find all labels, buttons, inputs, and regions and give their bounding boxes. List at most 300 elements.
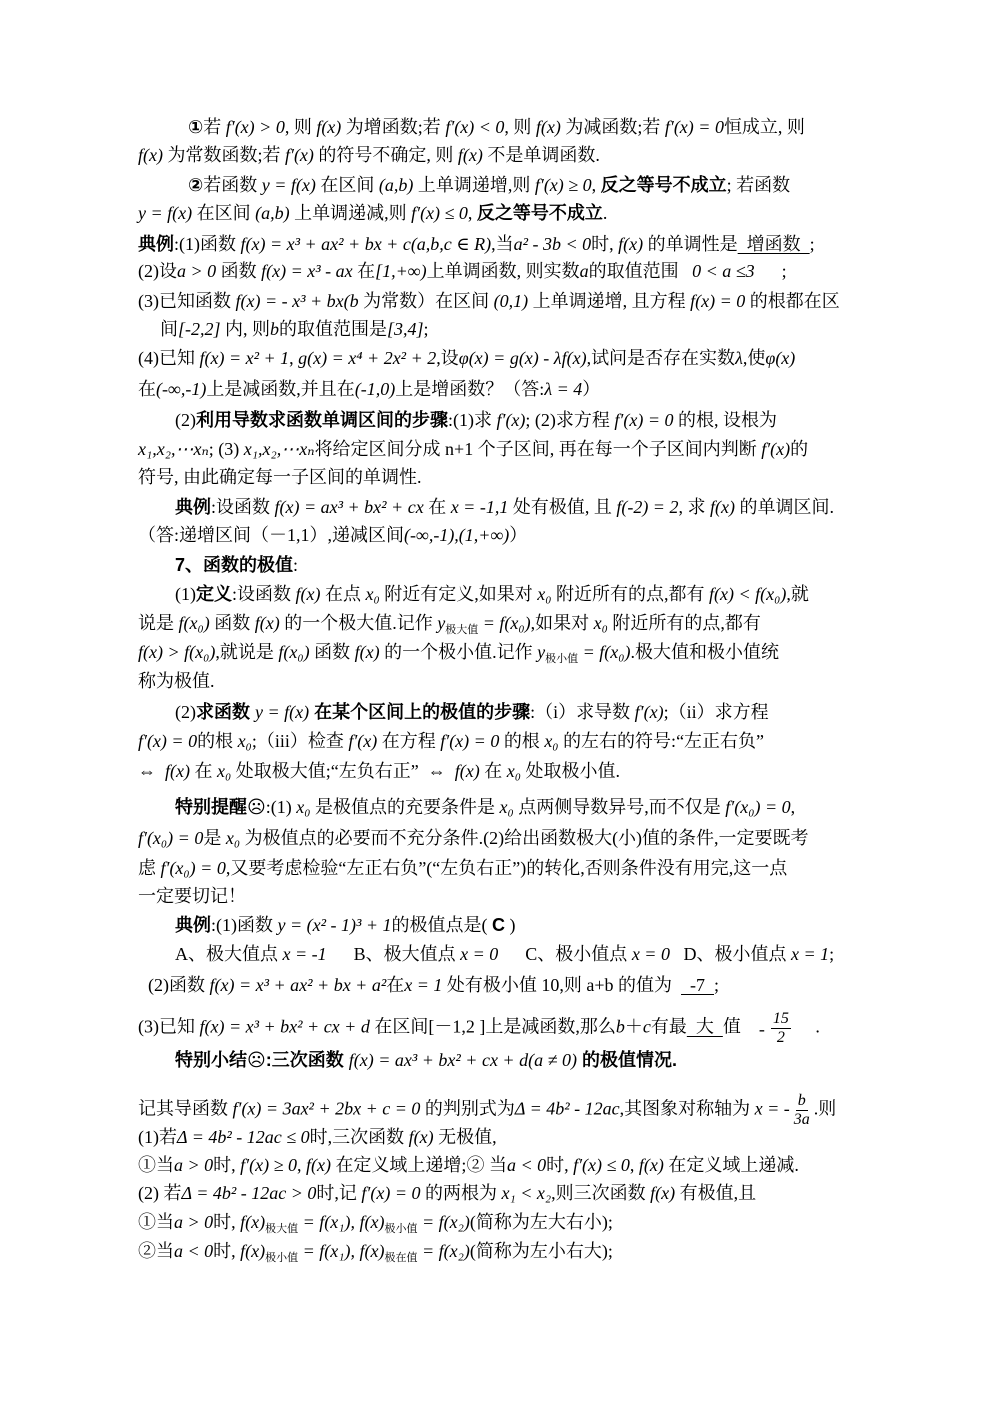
math-expression: y = f(x) bbox=[261, 175, 316, 195]
text-line bbox=[138, 667, 215, 695]
math-expression: a > 0 bbox=[174, 1212, 214, 1232]
text-run: 有最 bbox=[650, 1016, 687, 1037]
math-expression: 0 < a ≤3 bbox=[692, 261, 755, 281]
text-run: ; (2)求方程 bbox=[525, 410, 615, 430]
text-run: ; bbox=[714, 975, 720, 995]
math-expression: a bbox=[579, 261, 589, 281]
math-expression: f′(x₀) = 0 bbox=[138, 828, 204, 848]
math-expression: x₀ bbox=[216, 761, 232, 781]
text-line bbox=[188, 171, 790, 199]
text-run: 为减函数;若 bbox=[560, 117, 665, 137]
math-expression: a < 0 bbox=[506, 1155, 547, 1175]
math-expression: a > 0 bbox=[177, 261, 217, 281]
text-run: 的两根为 bbox=[420, 1183, 502, 1203]
text-run: 的符号不确定, 则 bbox=[313, 145, 458, 165]
text-run: ;（ii）求方程 bbox=[663, 702, 769, 722]
math-expression: (-∞,-1) bbox=[156, 379, 207, 399]
text-line bbox=[138, 757, 620, 785]
math-expression: x₀ bbox=[365, 584, 380, 604]
math-expression: f′(x) = 0 bbox=[361, 1183, 421, 1203]
text-run: , 求 bbox=[678, 497, 710, 517]
text-run: (3)已知 bbox=[138, 1016, 200, 1037]
math-expression: f′(x₀) = 0 bbox=[725, 797, 791, 817]
text-line bbox=[138, 1092, 837, 1128]
math-expression: f(x) bbox=[709, 497, 735, 517]
text-run: :设函数 bbox=[232, 584, 296, 604]
text-run: （答:递增区间（－1,1）,递减区间 bbox=[138, 525, 404, 545]
bold-text: 定义 bbox=[196, 584, 232, 604]
math-expression: y = (x² - 1)³ + 1 bbox=[277, 915, 392, 935]
text-run: 是 bbox=[203, 828, 226, 848]
math-expression: f(x) = x³ + ax² + bx + c(a,b,c ∈ R) bbox=[240, 234, 492, 254]
text-line bbox=[138, 257, 787, 285]
math-expression: f(x) bbox=[254, 613, 280, 633]
text-run: 是极值点的充要条件是 bbox=[310, 797, 500, 817]
text-run: . bbox=[792, 1016, 820, 1037]
text-run: 为极值点的必要而不充分条件.(2)给出函数极大(小)值的条件,一定要既考 bbox=[240, 828, 809, 848]
text-run: 时, bbox=[591, 234, 619, 254]
text-run: 的取值范围是 bbox=[279, 319, 388, 339]
bold-text: 特别提醒☹ bbox=[175, 797, 266, 817]
text-run: , bbox=[467, 203, 477, 223]
math-expression: x = - bbox=[754, 1098, 790, 1119]
math-expression: f(x₀) bbox=[278, 642, 310, 662]
text-line bbox=[175, 940, 834, 968]
text-run: , bbox=[289, 348, 299, 368]
text-run: ; bbox=[829, 944, 835, 964]
math-expression: (-1,0) bbox=[354, 379, 396, 399]
text-run: 时,记 bbox=[316, 1183, 362, 1203]
text-run: 在区间[－1,2 ]上是减函数,那么 bbox=[369, 1016, 616, 1037]
text-line bbox=[138, 824, 809, 852]
text-run: ,使 bbox=[742, 348, 766, 368]
text-run: ; bbox=[754, 261, 787, 281]
text-run: 的左右的符号:“左正右负” bbox=[558, 731, 765, 751]
text-run: 的极值点是( bbox=[391, 915, 493, 935]
math-expression: b bbox=[615, 1016, 625, 1037]
bold-text: 在某个区间上的极值的步骤 bbox=[309, 702, 531, 722]
math-expression: f′(x) bbox=[285, 145, 314, 165]
math-expression: f′(x) ≤ 0 bbox=[573, 1155, 630, 1175]
text-run: 处取极大值;“左负右正” ⇔ bbox=[231, 761, 455, 781]
math-expression: f(x) bbox=[240, 1241, 266, 1261]
text-run: ⇔ bbox=[138, 761, 165, 781]
text-run: 点两侧导数异号,而不仅是 bbox=[513, 797, 726, 817]
text-run: 无极值, bbox=[433, 1127, 497, 1147]
text-run: , bbox=[629, 1155, 639, 1175]
text-run: 上单调递增,则 bbox=[413, 175, 535, 195]
text-line bbox=[138, 1151, 799, 1179]
text-run: :(1) bbox=[265, 797, 297, 817]
text-run: 处有极值, 且 bbox=[508, 497, 617, 517]
text-line bbox=[138, 638, 779, 666]
math-expression: y bbox=[437, 613, 446, 633]
bold-text: 典例 bbox=[175, 497, 211, 517]
text-run: ; (3) bbox=[208, 439, 244, 459]
math-expression: f(x) = x³ + bx² + cx + d bbox=[199, 1016, 370, 1037]
math-expression: f(x) = - x³ + bx(b bbox=[235, 291, 359, 311]
text-run: ; 若函数 bbox=[726, 175, 791, 195]
math-expression: x₀ bbox=[237, 731, 252, 751]
bold-text: 反之等号不成立 bbox=[476, 203, 603, 223]
text-run: 的单调性是 bbox=[643, 234, 738, 254]
math-expression: (a,b) bbox=[378, 175, 414, 195]
math-expression: f(x) bbox=[618, 234, 644, 254]
answer-blank: -7 bbox=[681, 975, 715, 995]
math-expression: a² - 3b < 0 bbox=[513, 234, 592, 254]
text-run: 的根 bbox=[499, 731, 545, 751]
subscript-label: 极小值 bbox=[384, 1223, 418, 1235]
math-expression: f′(x) ≤ 0 bbox=[411, 203, 468, 223]
text-run: , bbox=[790, 797, 796, 817]
text-run: 说是 bbox=[138, 613, 179, 633]
text-run: 上单调函数, 则实数 bbox=[426, 261, 580, 281]
subscript-label: 极小值 bbox=[545, 653, 579, 665]
text-run: 在 bbox=[423, 497, 451, 517]
text-run: 附近所有的点,都有 bbox=[607, 613, 761, 633]
text-run: 在 bbox=[479, 761, 507, 781]
math-expression: x₀ bbox=[296, 797, 311, 817]
text-run: , 则 bbox=[504, 117, 536, 137]
fraction-denominator: 3a bbox=[793, 1111, 810, 1128]
text-line bbox=[138, 1010, 820, 1046]
fraction-denominator: 2 bbox=[776, 1029, 785, 1046]
text-line bbox=[138, 463, 422, 491]
text-run: 在定义域上递增;② 当 bbox=[330, 1155, 507, 1175]
text-run: 时, bbox=[546, 1155, 574, 1175]
text-run: ; bbox=[423, 319, 429, 339]
bold-text: ① bbox=[188, 117, 204, 137]
math-expression: y bbox=[537, 642, 546, 662]
text-line bbox=[138, 521, 527, 549]
math-expression: x₁,x₂,⋯xₙ bbox=[138, 439, 209, 459]
text-line bbox=[148, 971, 719, 999]
subscript-label: 极大值 bbox=[265, 1223, 299, 1235]
text-run: ,就说是 bbox=[215, 642, 279, 662]
math-expression: = f(x₁), f(x) bbox=[298, 1212, 385, 1232]
bold-text: ② bbox=[188, 175, 204, 195]
math-expression: φ(x) = g(x) - λf(x) bbox=[458, 348, 587, 368]
text-run: . bbox=[602, 203, 608, 223]
text-run: 为常数函数;若 bbox=[162, 145, 285, 165]
text-run: ;（iii）检查 bbox=[251, 731, 349, 751]
math-expression: f(x) bbox=[457, 145, 483, 165]
math-expression: f′(x₀) = 0 bbox=[160, 858, 226, 878]
text-run: 不是单调函数. bbox=[482, 145, 600, 165]
math-expression: x = -1,1 bbox=[450, 497, 509, 517]
text-line bbox=[175, 911, 516, 939]
text-run: (简称为左小右大); bbox=[469, 1241, 613, 1261]
text-run: ①当 bbox=[138, 1212, 174, 1232]
math-expression: a > 0 bbox=[174, 1155, 214, 1175]
text-run: 函数 bbox=[209, 613, 255, 633]
text-run: 时, bbox=[213, 1212, 241, 1232]
math-expression: x = 1 bbox=[404, 975, 443, 995]
text-line bbox=[175, 580, 809, 608]
text-run: :(1)求 bbox=[448, 410, 497, 430]
fraction-numerator: b bbox=[797, 1092, 806, 1109]
text-line bbox=[188, 113, 805, 141]
text-run: 函数 bbox=[216, 261, 262, 281]
text-run: 处有极小值 10,则 a+b 的值为 bbox=[442, 975, 682, 995]
text-run: 的单调区间. bbox=[734, 497, 834, 517]
math-expression: λ = 4 bbox=[544, 379, 583, 399]
math-expression: f(x) = ax³ + bx² + cx + d(a ≠ 0) bbox=[348, 1050, 577, 1070]
text-run: 为增函数;若 bbox=[341, 117, 446, 137]
text-run: (4)已知 bbox=[138, 348, 200, 368]
math-expression: f(x) < f(x₀) bbox=[709, 584, 787, 604]
math-expression: f(x) bbox=[638, 1155, 664, 1175]
text-line bbox=[138, 230, 815, 258]
text-run: 将给定区间分成 n+1 个子区间, 再在每一个子区间内判断 bbox=[314, 439, 762, 459]
math-expression: Δ = 4b² - 12ac bbox=[514, 1098, 620, 1119]
text-line bbox=[138, 1237, 613, 1265]
math-expression: = f(x₀) bbox=[578, 642, 631, 662]
math-expression: (0,1) bbox=[493, 291, 529, 311]
math-expression: f′(x) = 0 bbox=[614, 410, 674, 430]
math-expression: f(x) = x² + 1 bbox=[199, 348, 290, 368]
text-run: 附近所有的点,都有 bbox=[551, 584, 709, 604]
text-line bbox=[175, 698, 769, 726]
text-line bbox=[138, 1208, 613, 1236]
math-expression: y = f(x) bbox=[255, 702, 310, 722]
text-run: 一定要切记！ bbox=[138, 886, 246, 906]
math-expression: (a,b) bbox=[255, 203, 290, 223]
text-line bbox=[138, 1179, 756, 1207]
text-run: ,就 bbox=[786, 584, 809, 604]
text-line bbox=[138, 435, 808, 463]
text-run: 若 bbox=[203, 117, 226, 137]
text-line bbox=[138, 882, 246, 910]
math-expression: [3,4] bbox=[387, 319, 424, 339]
text-line bbox=[138, 727, 764, 755]
text-run: (2)设 bbox=[138, 261, 177, 281]
text-run: , bbox=[591, 175, 601, 195]
text-run: (2)函数 bbox=[148, 975, 210, 995]
text-run: (3)已知函数 bbox=[138, 291, 236, 311]
math-expression: x₀ bbox=[499, 797, 514, 817]
text-line bbox=[138, 375, 600, 403]
text-run: ①当 bbox=[138, 1155, 174, 1175]
math-expression: f(x) bbox=[240, 1212, 266, 1232]
math-expression: f(x) bbox=[165, 761, 190, 781]
text-line bbox=[175, 493, 834, 521]
text-run: , bbox=[296, 1155, 306, 1175]
text-run: 附近有定义,如果对 bbox=[379, 584, 538, 604]
math-expression: f′(x) = 0 bbox=[138, 731, 198, 751]
math-expression: f(x) > f(x₀) bbox=[138, 642, 216, 662]
text-run: ,试问是否存在实数 bbox=[586, 348, 736, 368]
text-line bbox=[138, 141, 600, 169]
text-run: 的根, 设根为 bbox=[673, 410, 777, 430]
math-expression: x = 0 bbox=[460, 944, 499, 964]
text-run: (1)若 bbox=[138, 1127, 177, 1147]
math-expression: f′(x) > 0 bbox=[225, 117, 285, 137]
math-expression: = f(x₂) bbox=[417, 1212, 470, 1232]
subscript-label: 极小值 bbox=[265, 1252, 299, 1264]
math-expression: x₀ bbox=[544, 731, 559, 751]
text-run: 的一个极小值.记作 bbox=[379, 642, 538, 662]
text-run: (1) bbox=[175, 584, 196, 604]
text-run: 上单调递减,则 bbox=[289, 203, 412, 223]
math-expression: f′(x) ≥ 0 bbox=[240, 1155, 297, 1175]
math-expression: f(x) bbox=[650, 1183, 676, 1203]
fraction-sign: - bbox=[758, 1018, 765, 1039]
math-expression: f′(x) ≥ 0 bbox=[534, 175, 592, 195]
text-run: C、极小值点 bbox=[498, 944, 632, 964]
answer-blank: 增函数 bbox=[737, 234, 810, 254]
text-run: ） bbox=[582, 379, 601, 399]
fraction bbox=[759, 1010, 793, 1047]
math-expression: Δ = 4b² - 12ac ≤ 0 bbox=[177, 1127, 310, 1147]
math-expression: g(x) = x⁴ + 2x² + 2 bbox=[298, 348, 437, 368]
math-expression: = f(x₂) bbox=[417, 1241, 470, 1261]
bold-text: 利用导数求函数单调区间的步骤 bbox=[196, 410, 448, 430]
text-run: 在区间 bbox=[192, 203, 256, 223]
math-expression: f(x) bbox=[454, 761, 480, 781]
text-run: A、极大值点 bbox=[175, 944, 283, 964]
math-expression: λ bbox=[735, 348, 743, 368]
bold-text: 7、函数的极值 bbox=[175, 555, 294, 575]
text-line bbox=[175, 793, 795, 821]
math-expression: x = 1 bbox=[790, 944, 830, 964]
text-run: 在 bbox=[352, 261, 376, 281]
text-run: ,当 bbox=[491, 234, 514, 254]
fraction-body bbox=[771, 1010, 791, 1047]
text-run: :(1)函数 bbox=[174, 234, 241, 254]
text-line bbox=[138, 854, 787, 882]
text-run: 为常数）在区间 bbox=[358, 291, 494, 311]
fraction-body bbox=[792, 1092, 812, 1129]
text-run: 的一个极大值.记作 bbox=[279, 613, 438, 633]
math-expression: f′(x) bbox=[348, 731, 378, 751]
math-expression: x = -1 bbox=[282, 944, 327, 964]
bold-text: C bbox=[492, 915, 506, 935]
math-expression: [-2,2] bbox=[178, 319, 221, 339]
text-run: 恒成立, 则 bbox=[723, 117, 805, 137]
math-expression: f(x) bbox=[138, 145, 163, 165]
math-expression: = f(x₁), f(x) bbox=[298, 1241, 385, 1261]
math-expression: f(x) bbox=[408, 1127, 434, 1147]
text-run: .则 bbox=[813, 1098, 837, 1119]
math-expression: f(x) = x³ - ax bbox=[261, 261, 353, 281]
math-expression: c bbox=[642, 1016, 651, 1037]
text-run: 若函数 bbox=[203, 175, 262, 195]
math-expression: f(x) bbox=[305, 1155, 331, 1175]
math-expression: f(x) bbox=[354, 642, 380, 662]
subscript-label: 极在值 bbox=[384, 1252, 418, 1264]
text-run: 在方程 bbox=[377, 731, 441, 751]
text-run: 记其导函数 bbox=[138, 1098, 233, 1119]
text-run: 的判别式为 bbox=[420, 1098, 515, 1119]
math-expression: x₀ bbox=[593, 613, 608, 633]
text-run: 时, bbox=[213, 1155, 241, 1175]
text-run: ②当 bbox=[138, 1241, 174, 1261]
text-run: ,又要考虑检验“左正右负”(“左负右正”)的转化,否则条件没有用完,这一点 bbox=[225, 858, 788, 878]
math-expression: Δ = 4b² - 12ac > 0 bbox=[181, 1183, 317, 1203]
text-run: ,其图象对称轴为 bbox=[619, 1098, 755, 1119]
math-expression: f′(x) = 3ax² + 2bx + c = 0 bbox=[232, 1098, 421, 1119]
math-expression: y = f(x) bbox=[138, 203, 193, 223]
text-run: 的取值范围 bbox=[588, 261, 693, 281]
text-run: (2) 若 bbox=[138, 1183, 182, 1203]
text-run: 上是增函数？（答: bbox=[395, 379, 545, 399]
math-expression: f′(x) = 0 bbox=[440, 731, 500, 751]
text-run: 时, bbox=[213, 1241, 241, 1261]
math-expression: f(x) = x³ + ax² + bx + a² bbox=[209, 975, 387, 995]
text-run: B、极大值点 bbox=[326, 944, 461, 964]
text-run: (2) bbox=[175, 702, 196, 722]
math-expression: f′(x) = 0 bbox=[664, 117, 724, 137]
math-expression: = f(x₀) bbox=[478, 613, 531, 633]
math-expression: x₀ bbox=[506, 761, 521, 781]
fraction bbox=[790, 1092, 814, 1129]
text-run: ; bbox=[809, 234, 815, 254]
text-run: 的 bbox=[790, 439, 809, 459]
text-line bbox=[138, 199, 607, 227]
text-run: 值 bbox=[722, 1016, 759, 1037]
text-run: 称为极值. bbox=[138, 671, 215, 691]
text-run: ＋ bbox=[624, 1016, 643, 1037]
math-expression: x₀ bbox=[537, 584, 552, 604]
bold-text: 反之等号不成立 bbox=[600, 175, 727, 195]
text-line bbox=[138, 287, 840, 315]
text-run: ） bbox=[509, 525, 528, 545]
text-run: 内, 则 bbox=[220, 319, 271, 339]
text-run: 在定义域上递减. bbox=[663, 1155, 799, 1175]
subscript-label: 极大值 bbox=[445, 624, 479, 636]
math-expression: φ(x) bbox=[765, 348, 796, 368]
text-line bbox=[138, 1123, 497, 1151]
text-run: 在 bbox=[189, 761, 217, 781]
text-run: 上是减函数,并且在 bbox=[206, 379, 355, 399]
text-run: ) bbox=[505, 915, 516, 935]
text-line bbox=[175, 1046, 677, 1074]
math-expression: a < 0 bbox=[174, 1241, 214, 1261]
text-run: ,设 bbox=[436, 348, 459, 368]
text-run: 在 bbox=[138, 379, 156, 399]
text-run: , 则 bbox=[284, 117, 317, 137]
text-line bbox=[138, 344, 795, 372]
math-expression: f′(x) bbox=[496, 410, 526, 430]
text-run: :(1)函数 bbox=[211, 915, 278, 935]
math-expression: f(x) = ax³ + bx² + cx bbox=[274, 497, 424, 517]
math-expression: b bbox=[270, 319, 280, 339]
bold-text: 求函数 bbox=[196, 702, 256, 722]
math-expression: f(x₀) bbox=[178, 613, 210, 633]
text-run: 的根 bbox=[197, 731, 238, 751]
text-run: 虑 bbox=[138, 858, 161, 878]
fraction-numerator: 15 bbox=[772, 1010, 789, 1027]
text-run: 的根都在区 bbox=[745, 291, 840, 311]
text-run: 间 bbox=[160, 319, 178, 339]
bold-text: 典例 bbox=[175, 915, 211, 935]
math-expression: x = 0 bbox=[631, 944, 670, 964]
text-run: .极大值和极小值统 bbox=[630, 642, 779, 662]
math-expression: x₀ bbox=[225, 828, 241, 848]
bold-text: 的极值情况. bbox=[576, 1050, 677, 1070]
math-expression: (-∞,-1),(1,+∞) bbox=[404, 525, 510, 545]
text-run: 符号, 由此确定每一子区间的单调性. bbox=[138, 467, 422, 487]
text-run: ,则三次函数 bbox=[551, 1183, 651, 1203]
bold-text: 典例 bbox=[138, 234, 174, 254]
math-expression: f′(x) bbox=[761, 439, 791, 459]
text-run: 时,三次函数 bbox=[309, 1127, 409, 1147]
text-run: : bbox=[293, 555, 299, 575]
math-expression: f(-2) = 2 bbox=[616, 497, 679, 517]
math-expression: f′(x) < 0 bbox=[445, 117, 505, 137]
text-line bbox=[175, 406, 777, 434]
